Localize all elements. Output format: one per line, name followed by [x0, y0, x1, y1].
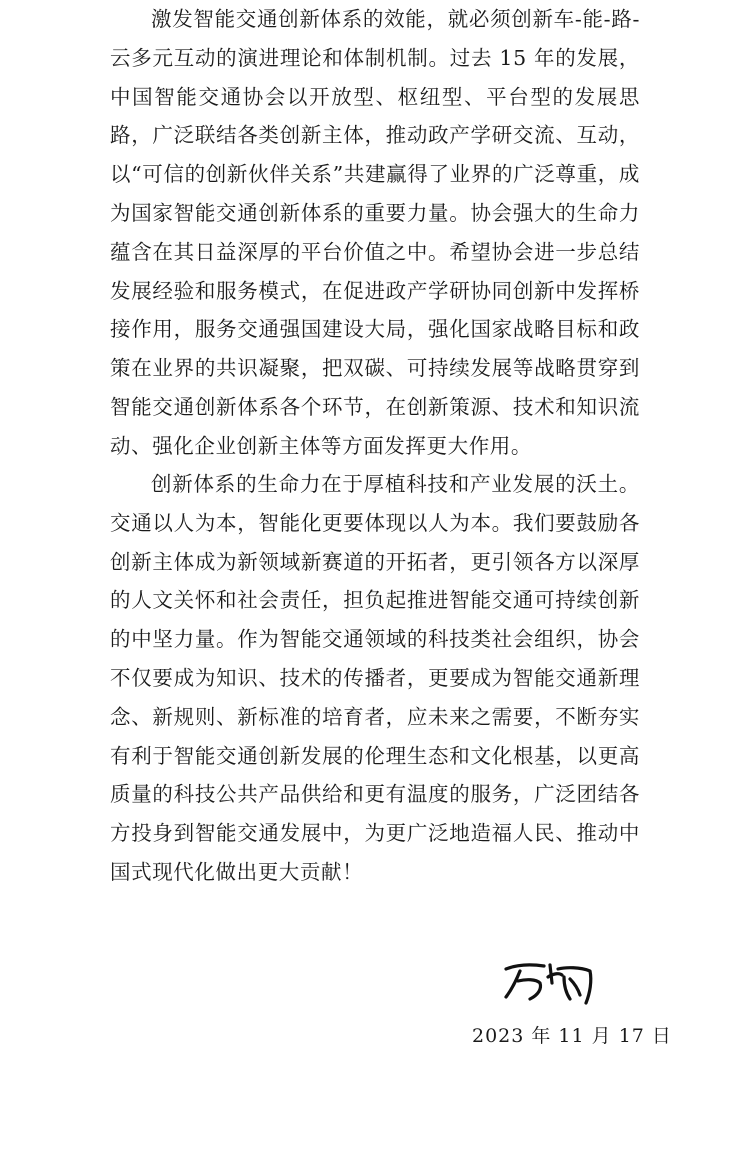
letter-date: 2023 年 11 月 17 日: [472, 1025, 672, 1047]
paragraph-2: 创新体系的生命力在于厚植科技和产业发展的沃土。交通以人为本，智能化更要体现以人为本。我们要鼓励各创新主体成为新领域新赛道的开拓者，更引领各方以深厚的人文关怀和社会责任，担负起推进智能交通可持续创新的中坚力量。作为智能交通领域的科技类社会组织，协会不仅要成为知识、技术的传播者，更要成为智能交通新理念、新规则、新标准的培育者，应未来之需要，不断夯实有利于智能交通创新发展的伦理生态和文化根基，以更高质量的科技公共产品供给和更有温度的服务，广泛团结各方投身到智能交通发展中，为更广泛地造福人民、推动中国式现代化做出更大贡献！: [110, 472, 640, 884]
paragraph-1: 激发智能交通创新体系的效能，就必须创新车-能-路-云多元互动的演进理论和体制机制。过去 15 年的发展，中国智能交通协会以开放型、枢纽型、平台型的发展思路，广泛联结各类创新主体，推动政产学研交流、互动，以“可信的创新伙伴关系”共建赢得了业界的广泛尊重，成为国家智能交通创新体系的重要力量。协会强大的生命力蕴含在其日益深厚的平台价值之中。希望协会进一步总结发展经验和服务模式，在促进政产学研协同创新中发挥桥接作用，服务交通强国建设大局，强化国家战略目标和政策在业界的共识凝聚，把双碳、可持续发展等战略贯穿到智能交通创新体系各个环节，在创新策源、技术和知识流动、强化企业创新主体等方面发挥更大作用。: [110, 7, 640, 458]
handwritten-signature: [500, 955, 600, 1010]
